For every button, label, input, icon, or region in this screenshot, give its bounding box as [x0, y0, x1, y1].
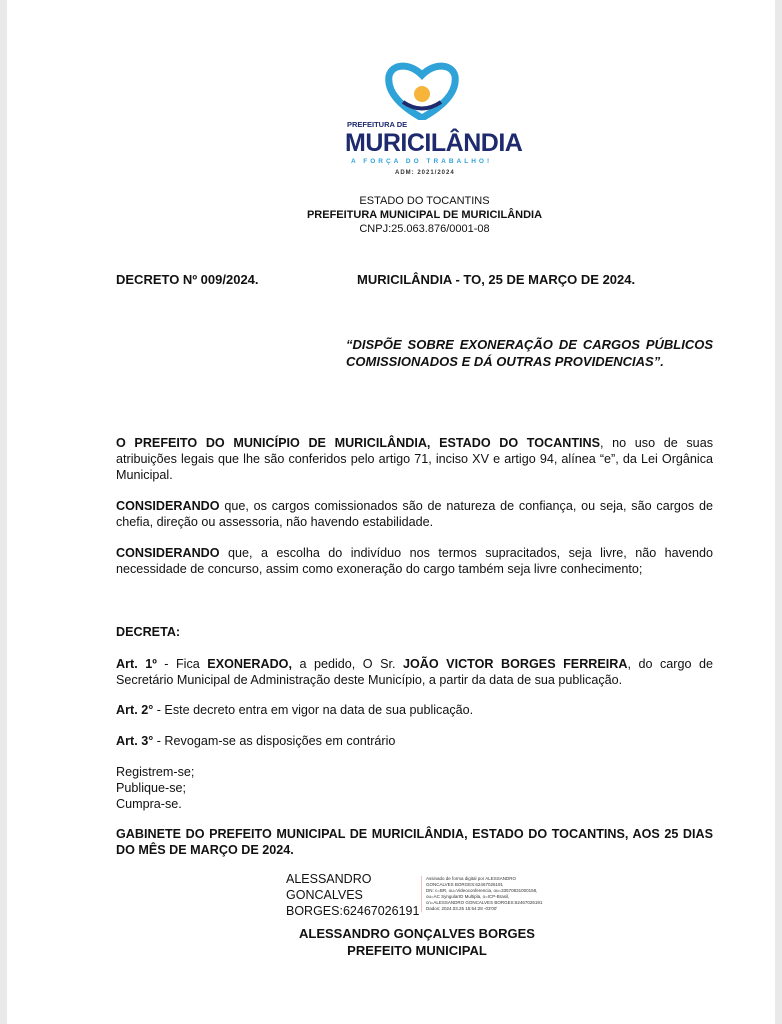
heart-sun-icon — [337, 62, 507, 120]
logo-name: MURICILÂNDIA — [345, 129, 523, 157]
person-name: JOÃO VICTOR BORGES FERREIRA — [402, 657, 628, 671]
text: - Este decreto entra em vigor na data de sua publicação. — [153, 703, 474, 717]
signer-line: GONCALVES — [286, 888, 363, 902]
considerando-label: CONSIDERANDO — [116, 546, 220, 560]
logo-slogan: A FORÇA DO TRABALHO! — [351, 158, 493, 165]
text-bold: EXONERADO, — [207, 657, 292, 671]
considerando-label: CONSIDERANDO — [116, 499, 220, 513]
sig-line: Assinado de forma digital por ALESSANDRO — [426, 876, 517, 881]
closing-list — [116, 764, 194, 812]
considerando-1 — [116, 498, 713, 530]
sig-line: ou=AC SyngularID Multipla, o=ICP-Brasil, — [426, 894, 510, 899]
signer-name-block — [286, 871, 419, 919]
decree-number: DECRETO Nº 009/2024. — [116, 272, 259, 287]
text: - Revogam-se as disposições em contrário — [153, 734, 396, 748]
closing-line: Publique-se; — [116, 781, 187, 795]
letterhead — [7, 194, 782, 236]
sig-line: Dados: 2024.03.25 15:54:28 -03'00' — [426, 906, 498, 911]
article-label: Art. 2° — [116, 703, 154, 717]
place-date: MURICILÂNDIA - TO, 25 DE MARÇO DE 2024. — [357, 272, 636, 287]
preamble-bold: O PREFEITO DO MUNICÍPIO DE MURICILÂNDIA, ESTADO DO TOCANTINS — [116, 436, 601, 450]
preamble-text: , no uso de suas atribuições legais que lhe são conferidos pelo artigo 71, inciso XV e artigo 94, alínea “e”, da Lei Orgânica Municipal. — [116, 436, 713, 482]
closing-line: Cumpra-se. — [116, 797, 182, 811]
article-3 — [116, 733, 395, 749]
sig-line: cn=ALESSANDRO GONCALVES BORGES:62467026191 — [426, 900, 543, 905]
sig-line: DN: c=BR, ou=Videoconferencia, ou=33570831000158, — [426, 888, 538, 893]
signer-title: PREFEITO MUNICIPAL — [347, 943, 487, 958]
text: , do cargo de Secretário Municipal de Administração deste Município, a partir da data de sua publicação. — [116, 657, 714, 687]
text: a pedido, O Sr. — [291, 657, 403, 671]
ementa: “DISPÕE SOBRE EXONERAÇÃO DE CARGOS PÚBLICOS COMISSIONADOS E DÁ OUTRAS PROVIDENCIAS”. — [346, 337, 713, 369]
logo-prefix: PREFEITURA DE — [347, 120, 408, 129]
signer-line: ALESSANDRO — [286, 872, 372, 886]
considerando-2 — [116, 545, 713, 577]
considerando-text: que, a escolha do indivíduo nos termos supracitados, seja livre, não havendo necessidade de concurso, assim como exoneração do cargo também seja livre conhecimento; — [116, 546, 713, 576]
text: - Fica — [156, 657, 208, 671]
digital-signature-details — [421, 876, 542, 912]
signer-block — [267, 925, 567, 959]
signer-line: BORGES:62467026191 — [286, 904, 420, 918]
cnpj: CNPJ:25.063.876/0001-08 — [359, 223, 490, 235]
logo-adm: ADM: 2021/2024 — [395, 170, 455, 176]
article-2 — [116, 702, 473, 718]
sig-line: GONCALVES BORGES:62467026191 — [426, 882, 503, 887]
municipality-logo — [337, 62, 523, 182]
document-page — [7, 0, 775, 1024]
gabinete: GABINETE DO PREFEITO MUNICIPAL DE MURICILÂNDIA, ESTADO DO TOCANTINS, AOS 25 DIAS DO MÊS DE MARÇO DE 2024. — [116, 827, 713, 857]
considerando-text: que, os cargos comissionados são de natureza de confiança, ou seja, são cargos de chefia, direção ou assessoria, não havendo estabilidade. — [116, 499, 713, 529]
closing-line: Registrem-se; — [116, 765, 195, 779]
article-label: Art. 1º — [116, 657, 157, 671]
preamble — [116, 435, 713, 483]
signer-name: ALESSANDRO GONÇALVES BORGES — [299, 926, 535, 941]
article-label: Art. 3° — [116, 734, 154, 748]
state-name: ESTADO DO TOCANTINS — [359, 195, 490, 207]
article-1 — [116, 656, 713, 688]
decreta-heading: DECRETA: — [116, 625, 181, 639]
org-name: PREFEITURA MUNICIPAL DE MURICILÂNDIA — [306, 209, 543, 221]
